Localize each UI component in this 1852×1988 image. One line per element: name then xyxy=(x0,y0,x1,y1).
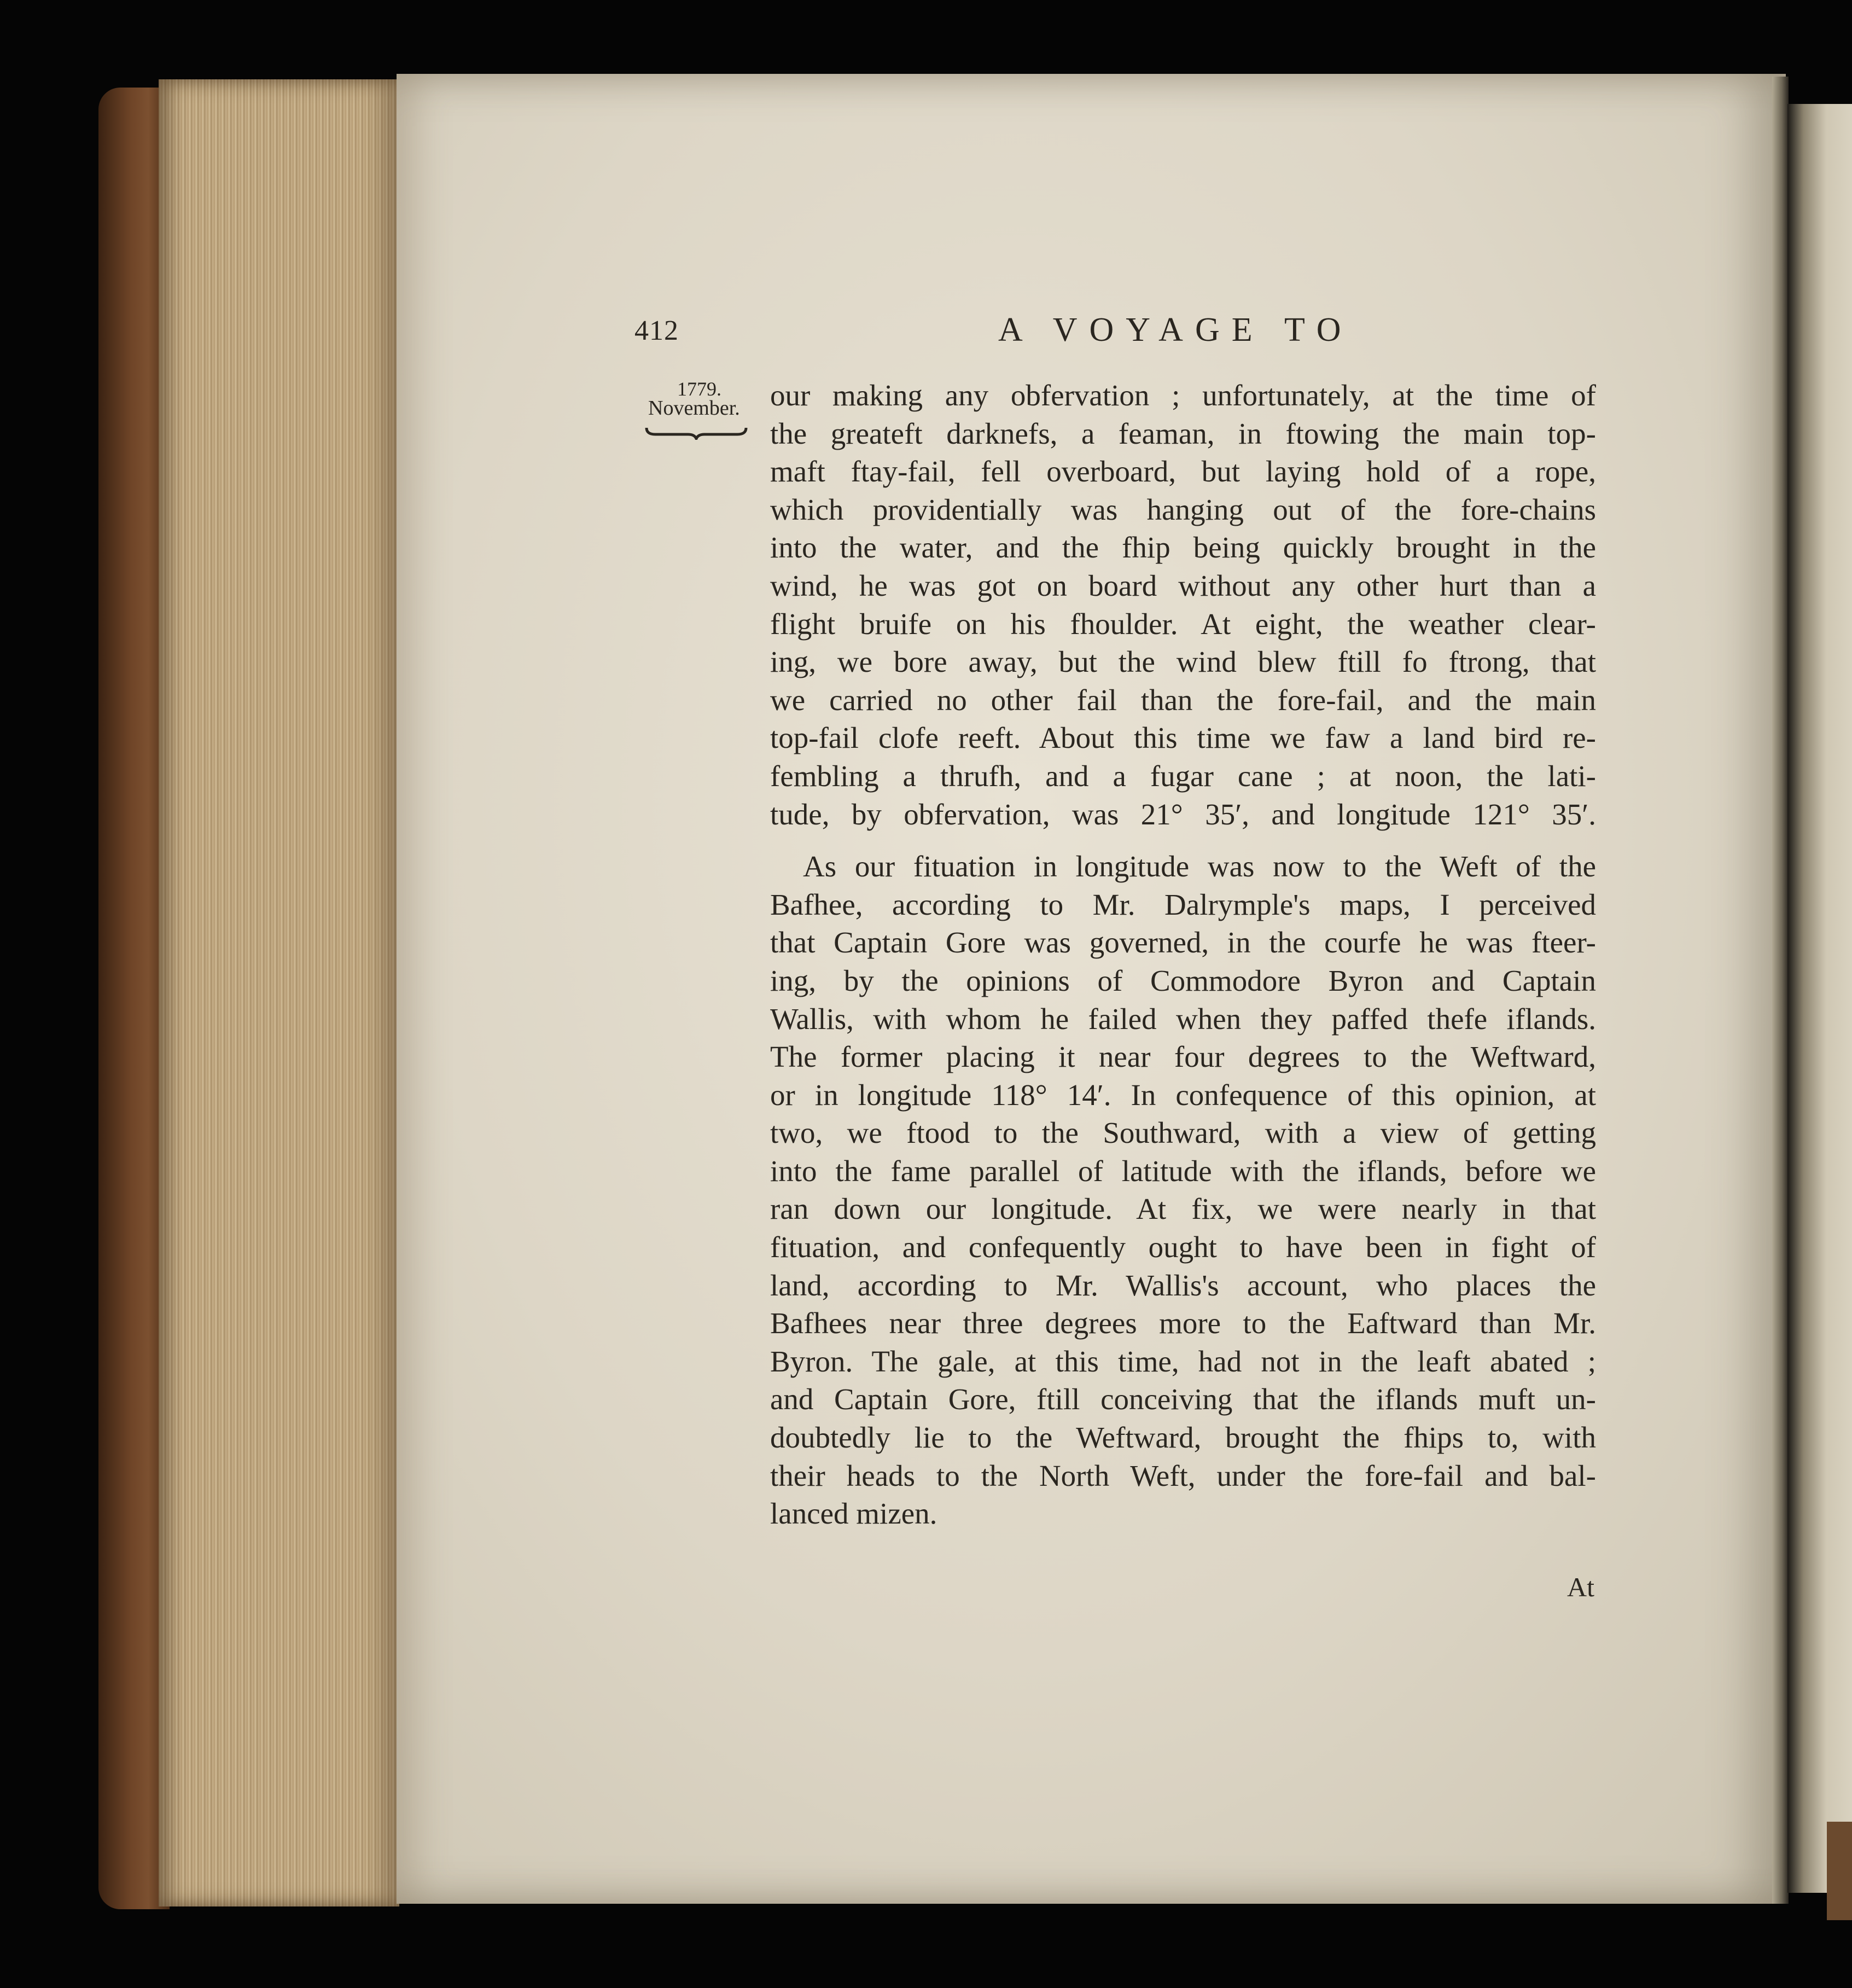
text-line: The former placing it near four degrees to the Weftward, xyxy=(770,1040,1596,1074)
text-line: the greateft darknefs, a feaman, in ftowing the main top- xyxy=(770,416,1596,450)
margin-note-month: November. xyxy=(648,397,740,420)
text-line: and Captain Gore, ftill conceiving that the iflands muft un- xyxy=(770,1382,1596,1416)
text-line: As our fituation in longitude was now to the Weft of the xyxy=(803,850,1596,883)
text-line: ran down our longitude. At fix, we were nearly in that xyxy=(770,1192,1596,1226)
text-line: maft ftay-fail, fell overboard, but laying hold of a rope, xyxy=(770,455,1596,489)
paragraph-spacer xyxy=(770,833,1596,847)
text-line: we carried no other fail than the fore-fail, and the main xyxy=(770,683,1596,717)
text-line: into the fame parallel of latitude with the iflands, before we xyxy=(770,1154,1596,1188)
text-line: Byron. The gale, at this time, had not in the leaft abated ; xyxy=(770,1344,1596,1378)
text-line: wind, he was got on board without any other hurt than a xyxy=(770,568,1596,602)
page-edges xyxy=(159,79,399,1906)
text-line: doubtedly lie to the Weftward, brought the fhips to, with xyxy=(770,1421,1596,1455)
text-line: lanced mizen. xyxy=(770,1497,937,1531)
text-line: fembling a thrufh, and a fugar cane ; at noon, the lati- xyxy=(770,759,1596,793)
book-gutter xyxy=(1772,77,1789,1904)
margin-note-year: 1779. xyxy=(677,378,721,400)
catchword: At xyxy=(1567,1572,1594,1602)
text-line: ing, by the opinions of Commodore Byron and Captain xyxy=(770,963,1596,997)
margin-brace-icon xyxy=(644,426,748,440)
text-line: Wallis, with whom he failed when they paffed thefe iflands. xyxy=(770,1002,1596,1036)
body-text xyxy=(770,376,1596,1533)
paragraph-1 xyxy=(770,376,1596,833)
text-line: into the water, and the fhip being quickly brought in the xyxy=(770,531,1596,565)
text-line: flight bruife on his fhoulder. At eight, the weather clear- xyxy=(770,607,1596,641)
text-line: tude, by obfervation, was 21° 35′, and longitude 121° 35′. xyxy=(770,797,1596,831)
page-number: 412 xyxy=(634,315,679,346)
text-line: two, we ftood to the Southward, with a view of getting xyxy=(770,1116,1596,1150)
text-line: that Captain Gore was governed, in the courfe he was fteer- xyxy=(770,926,1596,960)
text-line: Bafhee, according to Mr. Dalrymple's maps, I perceived xyxy=(770,887,1596,921)
text-line: fituation, and confequently ought to have been in fight of xyxy=(770,1230,1596,1264)
text-line: ing, we bore away, but the wind blew ftill fo ftrong, that xyxy=(770,645,1596,679)
text-line: or in longitude 118° 14′. In confequence of this opinion, at xyxy=(770,1078,1596,1112)
running-title: A VOYAGE TO xyxy=(998,311,1353,348)
text-line: their heads to the North Weft, under the fore-fail and bal- xyxy=(770,1458,1596,1492)
text-line: land, according to Mr. Wallis's account, who places the xyxy=(770,1268,1596,1302)
text-line: our making any obfervation ; unfortunately, at the time of xyxy=(770,379,1596,412)
text-line: which providentially was hanging out of the fore-chains xyxy=(770,492,1596,526)
text-line: Bafhees near three degrees more to the Eaftward than Mr. xyxy=(770,1306,1596,1340)
paragraph-2 xyxy=(770,847,1596,1533)
text-line: top-fail clofe reeft. About this time we faw a land bird re- xyxy=(770,721,1596,755)
facing-page-edge xyxy=(1787,104,1852,1893)
right-cover-corner xyxy=(1827,1822,1852,1920)
